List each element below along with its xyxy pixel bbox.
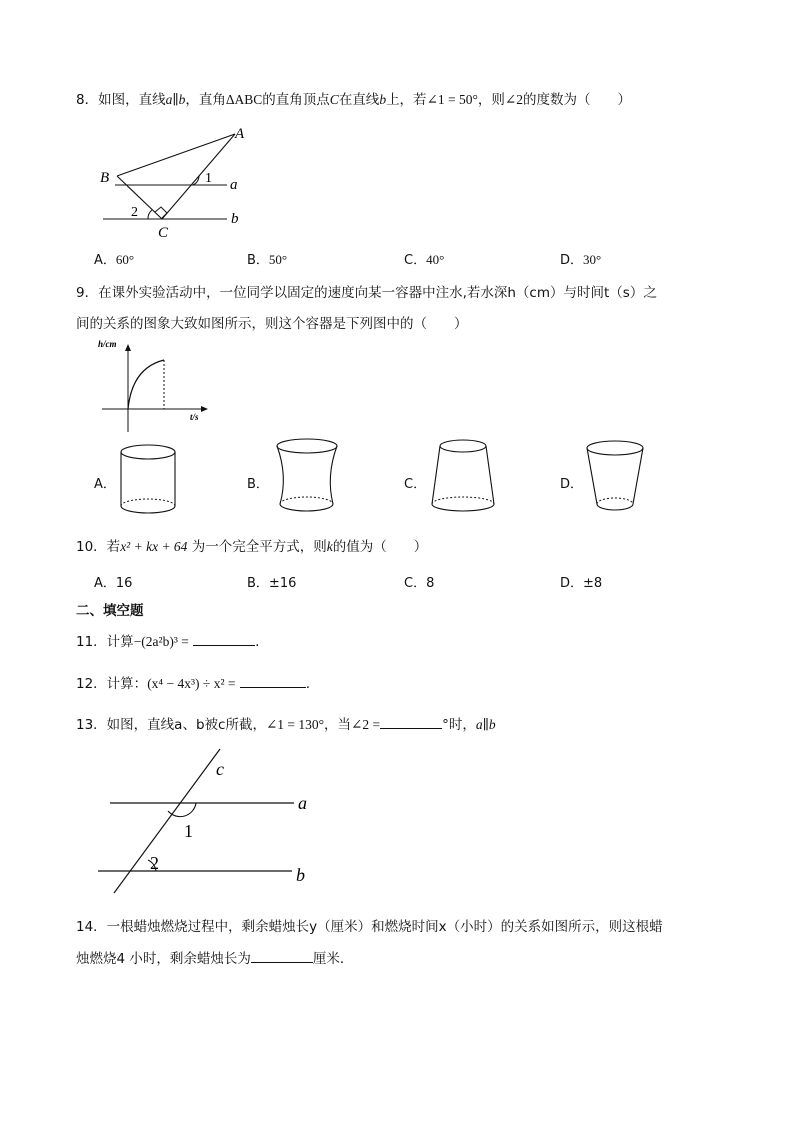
q14-answer-blank[interactable] bbox=[251, 948, 313, 963]
label-1: 1 bbox=[184, 821, 193, 841]
q8-option-c[interactable]: C．40° bbox=[404, 252, 445, 268]
q12-answer-blank[interactable] bbox=[240, 673, 306, 688]
x-axis-arrow bbox=[201, 406, 208, 412]
q8-option-b[interactable]: B．50° bbox=[247, 252, 288, 268]
label-1: 1 bbox=[205, 171, 212, 186]
q11-stem: 11．计算−(2a²b)³ = . bbox=[76, 630, 259, 650]
q14-stem-line1: 14．一根蜡烛燃烧过程中，剩余蜡烛长y（厘米）和燃烧时间x（小时）的关系如图所示，则这根蜡 bbox=[76, 919, 663, 935]
q8-stem: 8．如图，直线a∥b，直角ΔABC的直角顶点C在直线b上，若∠1 = 50°，则∠2的度数为（ ） bbox=[76, 92, 631, 108]
label-b: b bbox=[296, 865, 305, 885]
q9-narrow-top-container[interactable] bbox=[426, 436, 500, 520]
q9-concave-container[interactable] bbox=[270, 436, 344, 520]
q13-transversal-figure bbox=[92, 745, 322, 897]
q10-stem: 10．若x² + kx + 64 为一个完全平方式，则k的值为（ ） bbox=[76, 539, 428, 555]
label-2: 2 bbox=[131, 205, 138, 220]
graph-ylabel: h/cm bbox=[98, 339, 117, 349]
q9-option-d[interactable]: D． bbox=[560, 477, 584, 492]
q11-answer-blank[interactable] bbox=[193, 631, 255, 646]
q13-answer-blank[interactable] bbox=[380, 714, 442, 729]
q12-stem: 12．计算：(x⁴ − 4x³) ÷ x² = . bbox=[76, 672, 310, 692]
label-A: A bbox=[235, 126, 245, 142]
graph-curve bbox=[128, 360, 164, 409]
y-axis-arrow bbox=[125, 344, 131, 351]
q8-triangle-figure bbox=[95, 122, 265, 240]
right-angle-mark bbox=[155, 207, 167, 218]
label-2: 2 bbox=[150, 853, 159, 873]
angle-1-arc bbox=[168, 803, 196, 817]
q10-option-c[interactable]: C．8 bbox=[404, 576, 435, 591]
q14-stem-line2: 烛燃烧4 小时，剩余蜡烛长为 厘米． bbox=[76, 947, 353, 967]
q9-cylinder-container[interactable] bbox=[116, 440, 182, 520]
q9-option-c[interactable]: C． bbox=[404, 477, 427, 492]
q10-option-d[interactable]: D．±8 bbox=[560, 576, 603, 591]
q13-stem: 13．如图，直线a、b被c所截，∠1 = 130°，当∠2 = °时，a∥b bbox=[76, 713, 496, 733]
q9-stem-line2: 间的关系的图象大致如图所示，则这个容器是下列图中的（ ） bbox=[76, 316, 468, 332]
q9-stem-line1: 9．在课外实验活动中，一位同学以固定的速度向某一容器中注水,若水深h（cm）与时间t（s）之 bbox=[76, 285, 657, 301]
label-C: C bbox=[158, 225, 169, 240]
graph-xlabel: t/s bbox=[190, 412, 199, 422]
q10-option-a[interactable]: A．16 bbox=[94, 576, 133, 591]
label-a: a bbox=[230, 177, 238, 193]
label-c: c bbox=[216, 759, 224, 779]
side-BC bbox=[117, 176, 162, 219]
q9-depth-time-graph bbox=[96, 338, 212, 434]
angle-2-arc bbox=[148, 210, 152, 219]
section-heading-fill-in: 二、填空题 bbox=[76, 603, 144, 619]
q8-option-a[interactable]: A．60° bbox=[94, 252, 135, 268]
q9-option-b[interactable]: B． bbox=[247, 477, 269, 492]
q9-wide-top-container[interactable] bbox=[583, 436, 657, 520]
q9-option-a[interactable]: A． bbox=[94, 477, 116, 492]
label-B: B bbox=[100, 170, 110, 186]
q8-option-d[interactable]: D．30° bbox=[560, 252, 602, 268]
label-b: b bbox=[231, 211, 239, 227]
q10-option-b[interactable]: B．±16 bbox=[247, 576, 297, 591]
label-a: a bbox=[298, 793, 307, 813]
